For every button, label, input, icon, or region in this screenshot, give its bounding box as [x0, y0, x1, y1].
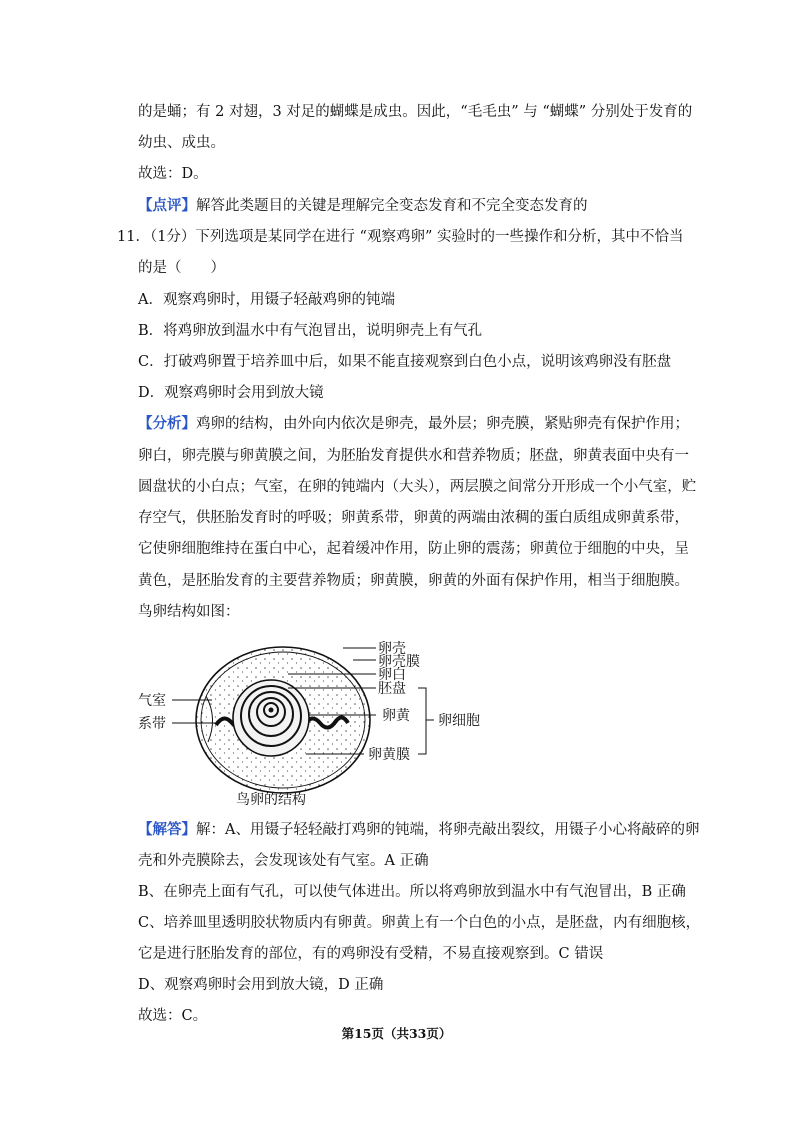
- text-line: B、在卵壳上面有气孔，可以使气体进出。所以将鸡卵放到温水中有气泡冒出，B 正确: [138, 884, 686, 900]
- answer-line: [138, 820, 699, 840]
- label-egg-cell: 卵细胞: [438, 713, 480, 729]
- review-text: 解答此类题目的关键是理解完全变态发育和不完全变态发育的: [196, 198, 588, 214]
- question-line: [117, 227, 683, 247]
- egg-structure-diagram: [128, 630, 498, 810]
- text-line: 故选：C。: [138, 1008, 208, 1024]
- page-number: 第15页（共33页）: [341, 1026, 452, 1041]
- text-line: C、培养皿里透明胶状物质内有卵黄。卵黄上有一个白色的小点，是胚盘，内有细胞核，: [138, 915, 701, 931]
- analysis-tag: 【分析】: [138, 415, 196, 432]
- label-shell-membrane: 卵壳膜: [378, 654, 420, 670]
- review-tag: 【点评】: [138, 197, 196, 214]
- text-line: 故选：D。: [138, 166, 208, 182]
- text-line: 壳和外壳膜除去，会发现该处有气室。A 正确: [138, 853, 429, 869]
- answer-tag: 【解答】: [138, 821, 196, 838]
- label-albumen: 卵白: [378, 667, 406, 683]
- label-air-cell: 气室: [138, 693, 166, 709]
- diagram-caption: 鸟卵的结构: [236, 792, 306, 808]
- label-blastodisc: 胚盘: [378, 681, 406, 697]
- analysis-text: 鸡卵的结构，由外向内依次是卵壳，最外层；卵壳膜，紧贴卵壳有保护作用；: [196, 416, 689, 432]
- option-d: D．观察鸡卵时会用到放大镜: [138, 385, 324, 401]
- question-text: （1分）下列选项是某同学在进行 “观察鸡卵” 实验时的一些操作和分析，其中不恰当: [149, 229, 684, 245]
- option-b: B．将鸡卵放到温水中有气泡冒出，说明卵壳上有气孔: [138, 323, 483, 339]
- text-line: D、观察鸡卵时会用到放大镜，D 正确: [138, 977, 384, 993]
- option-a: A．观察鸡卵时，用镊子轻敲鸡卵的钝端: [138, 292, 395, 308]
- label-shell: 卵壳: [378, 641, 406, 657]
- text-line: 卵白，卵壳膜与卵黄膜之间，为胚胎发育提供水和营养物质；胚盘，卵黄表面中央有一: [138, 448, 689, 464]
- text-line: 黄色，是胚胎发育的主要营养物质；卵黄膜，卵黄的外面有保护作用，相当于细胞膜。: [138, 573, 689, 589]
- text-line: 的是（ ）: [138, 260, 225, 276]
- text-line: 它使卵细胞维持在蛋白中心，起着缓冲作用，防止卵的震荡；卵黄位于细胞的中央，呈: [138, 541, 689, 557]
- text-line: 幼虫、成虫。: [138, 135, 225, 151]
- question-number: 11．: [117, 229, 150, 245]
- text-line: 存空气，供胚胎发育时的呼吸；卵黄系带，卵黄的两端由浓稠的蛋白质组成卵黄系带，: [138, 510, 689, 526]
- text-line: 它是进行胚胎发育的部位，有的鸡卵没有受精，不易直接观察到。C 错误: [138, 946, 604, 962]
- text-line: 鸟卵结构如图：: [138, 604, 240, 620]
- analysis-line: [138, 414, 689, 434]
- label-yolk-membrane: 卵黄膜: [368, 747, 410, 763]
- answer-text: 解：A、用镊子轻轻敲打鸡卵的钝端，将卵壳敲出裂纹，用镊子小心将敲碎的卵: [196, 822, 700, 838]
- review-line: [138, 196, 588, 216]
- label-chalaza: 系带: [138, 716, 166, 732]
- blastodisc-shape: [269, 708, 274, 713]
- text-line: 的是蛹；有 2 对翅，3 对足的蝴蝶是成虫。因此，“毛毛虫” 与 “蝴蝶” 分别处于发育的: [138, 104, 693, 120]
- label-yolk: 卵黄: [382, 708, 410, 724]
- option-c: C．打破鸡卵置于培养皿中后，如果不能直接观察到白色小点，说明该鸡卵没有胚盘: [138, 354, 672, 370]
- text-line: 圆盘状的小白点；气室，在卵的钝端内（大头），两层膜之间常分开形成一个小气室，贮: [138, 479, 697, 495]
